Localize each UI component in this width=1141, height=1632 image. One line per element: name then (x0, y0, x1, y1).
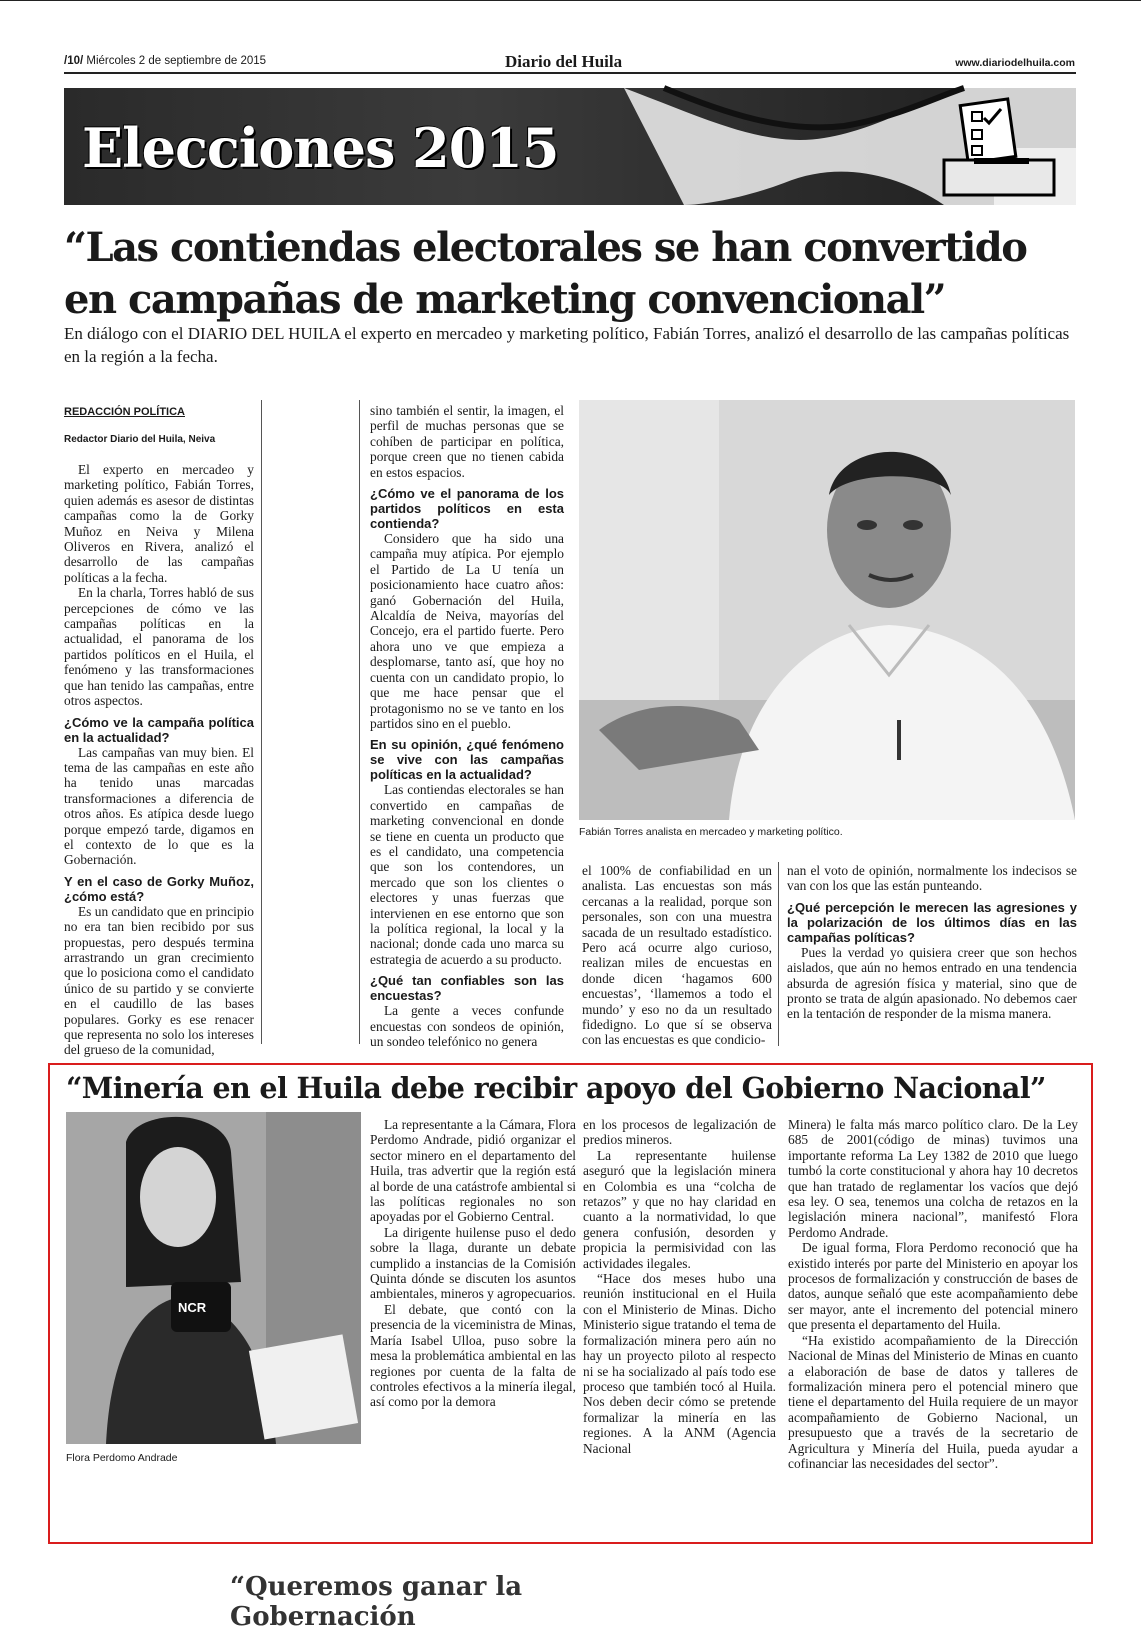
paragraph: La dirigente huilense puso el dedo sobre la llaga, durante un debate cumplido a instancias de la Comisión Quinta dónde se discuten los asuntos ambientales, mineros y agropecuarios. (370, 1224, 576, 1302)
paragraph: En la charla, Torres habló de sus percepciones de cómo ve las campañas políticas en la actualidad, el panorama de los partidos políticos en el Huila, el fenómeno y las transformaciones que han tenido las campañas, entre otros aspectos. (64, 585, 254, 709)
section-title: Elecciones 2015 (82, 116, 559, 180)
paragraph: Considero que ha sido una campaña muy atípica. Por ejemplo el Partido de La U tenía un posicionamiento hace cuatro años: ganó Gobernación del Huila, Alcaldía de Neiva, mayorías del Concejo, era el partido fuerte. Pero ahora uno ve que empieza a desplomarse, tanto así, que hoy no cuenta con un candidato propio, lo que me hace pensar que el protagonismo no se ve tanto en los partidos sino en el pueblo. (370, 531, 564, 731)
paragraph: Minera) le falta más marco político claro. De la Ley 685 de 2001(código de minas) tuvimos una importante reforma La Ley 1382 de 2010 que luego tumbó la corte constitucional y ahora hay 10 decretos que han tratado de reglamentar los vacíos que dejó esa ley. O sea, tenemos una colcha de retazos en la legislación minera nacional”, manifestó Flora Perdomo Andrade. (788, 1117, 1078, 1240)
byline: Redactor Diario del Huila, Neiva (64, 434, 216, 445)
article-headline: “Las contiendas electorales se han convertido en campañas de marketing convencional” (64, 224, 1027, 323)
header-rule (64, 72, 1076, 74)
column-divider (359, 400, 360, 1044)
question-heading: ¿Qué tan confiables son las encuestas? (370, 973, 564, 1004)
paragraph: El experto en mercadeo y marketing político, Fabián Torres, quien además es asesor de distintas campañas como la de Gorky Muñoz en Neiva y Milena Oliveros en Rivera, analizó el desarrollo de las campañas políticas a la fecha. (64, 462, 254, 585)
question-heading: ¿Cómo ve la campaña política en la actualidad? (64, 714, 254, 745)
page-folio: /10/ Miércoles 2 de septiembre de 2015 (64, 55, 267, 67)
top-border (0, 0, 1141, 11)
column-divider (778, 862, 779, 1046)
paragraph: “Ha existido acompañamiento de la Dirección Nacional de Minas del Ministerio de Minas en cuanto a elaboración de base de datos y talleres de formalización minera pero el potencial minero que tiene el departamento del Huila requiere de un mayor acompañamiento de Gobierno Nacional, un presupuesto que a través de la secretario de Agricultura y Minería del Huila, pueda ayudar a cofinanciar las necesidades del sector”. (788, 1332, 1078, 1471)
paragraph: sino también el sentir, la imagen, el perfil de muchas personas que se cohíben de participar en política, porque creen que no tienen cabida en estos espacios. (370, 403, 564, 480)
article-column-3 (582, 863, 772, 1048)
paragraph: De igual forma, Flora Perdomo reconoció que ha existido interés por parte del Ministerio en apoyar los procesos de formalización y construcción de bases de datos, aunque señaló que este acompañamiento debe ser mayor, ante el incremento del potencial minero que presenta el departamento del Huila. (788, 1240, 1078, 1333)
paragraph: La gente a veces confunde encuestas con sondeos de opinión, un sondeo telefónico no genera (370, 1003, 564, 1049)
question-heading: ¿Cómo ve el panorama de los partidos políticos en esta contienda? (370, 486, 564, 532)
photo-caption: Fabián Torres analista en mercadeo y marketing político. (579, 826, 843, 838)
question-heading: Y en el caso de Gorky Muñoz, ¿cómo está? (64, 873, 254, 904)
article2-column-3 (788, 1117, 1078, 1471)
photo-caption-2: Flora Perdomo Andrade (66, 1452, 178, 1464)
portrait-man-image (579, 400, 1075, 820)
paragraph: nan el voto de opinión, normalmente los indecisos se van con los que las están punteando. (787, 863, 1077, 894)
article2-column-2 (583, 1117, 776, 1456)
question-heading: ¿Qué percepción le merecen las agresiones y la polarización de los últimos días en las campañas políticas? (787, 899, 1077, 945)
paragraph: El debate, que contó con la presencia de la viceministra de Minas, María Isabel Ulloa, puso sobre la mesa la problemática ambiental en las regiones por cuenta de la falta de controles efectivos a la minería ilegal, así como por la demora (370, 1301, 576, 1410)
article-column-2 (370, 403, 564, 1049)
column-divider (261, 400, 262, 1044)
masthead: Diario del Huila (505, 52, 623, 71)
paragraph: La representante a la Cámara, Flora Perdomo Andrade, pidió organizar el sector minero en el departamento del Huila, tras advertir que la región está al borde de una catástrofe ambiental si las políticas regionales no son apoyadas por el Gobierno Central. (370, 1117, 576, 1225)
paragraph: en los procesos de legalización de predios mineros. (583, 1117, 776, 1148)
paragraph: Pues la verdad yo quisiera creer que son hechos aislados, que aún no hemos entrado en una tendencia absurda de agresión física y material, sino que de pronto se trata de algún apasionado. No debemos caer en la tentación de responder de la misma manera. (787, 944, 1077, 1022)
paragraph: La representante huilense aseguró que la legislación minera en Colombia es una “colcha de retazos” y que no hay claridad en cuanto a la normatividad, lo que genera confusión, desorden y propicia la permisividad con las actividades ilegales. (583, 1147, 776, 1271)
site-url[interactable]: www.diariodelhuila.com (955, 57, 1075, 69)
article2-column-1 (370, 1117, 576, 1410)
article-column-1 (64, 462, 254, 1058)
article-column-4 (787, 863, 1077, 1022)
paragraph: el 100% de confiabilidad en un analista. Las encuestas son más cercanas a la realidad, porque son personales, son con una muestra sacada de un resultado estadístico. Pero acá ocurre algo curioso, realizan miles de encuestas en donde dicen ‘hagamos 600 encuestas’, ‘llamemos a todo el mundo’ y eso no da un resultado fidedigno. Lo que sí se observa con las encuestas es que condicio- (582, 863, 772, 1048)
paragraph: “Hace dos meses hubo una reunión institucional en el Huila con el Ministerio de Minas. Dicho Ministerio sigue tratando el tema de formalización minera pero aún no hay un proyecto piloto al respecto ni se ha socializado al país todo ese proceso que también tocó al Huila. Nos deben decir cómo se pretende formalizar la minería en las regiones. A la ANM (Agencia Nacional (583, 1271, 776, 1456)
interview-photo (579, 400, 1075, 820)
paragraph: Las contiendas electorales se han convertido en campañas de marketing convencional en donde se tiene en cuenta un producto que es el candidato, una competencia que son los contendores, un mercado que son los clientes o electores y unas fuerzas que intervienen en ese entorno que son la política regional, la local y la nacional; donde cada uno marca su estrategia de acuerdo a su producto. (370, 782, 564, 967)
speaker-photo (66, 1112, 361, 1444)
article-headline-2: “Minería en el Huila debe recibir apoyo del Gobierno Nacional” (66, 1071, 1046, 1105)
question-heading: En su opinión, ¿qué fenómeno se vive con las campañas políticas en la actualidad? (370, 737, 564, 783)
paragraph: Las campañas van muy bien. El tema de las campañas en este año ha tenido unas marcadas transformaciones a diferencia de otros años. Es atípica desde luego porque empezó tarde, digamos en el contexto de lo que es la Gobernación. (64, 744, 254, 868)
mic-label: NCR (178, 1300, 207, 1315)
next-headline-teaser: “Queremos ganar la Gobernación (230, 1572, 523, 1632)
portrait-woman-image (66, 1112, 361, 1444)
section-label: REDACCIÓN POLÍTICA (64, 406, 185, 418)
ballot-icon (944, 100, 1054, 200)
article-lead: En diálogo con el DIARIO DEL HUILA el experto en mercadeo y marketing político, Fabián Torres, analizó el desarrollo de las campañas políticas en la región a la fecha. (64, 324, 1070, 366)
paragraph: Es un candidato que en principio no era tan bien recibido por sus propuestas, pero después termina arrastrando un gran crecimiento que lo posiciona como el candidato único de su partido y se convierte en el caudillo de las bases populares. Gorky es ese renacer que representa no solo los intereses del grueso de la comunidad, (64, 903, 254, 1058)
